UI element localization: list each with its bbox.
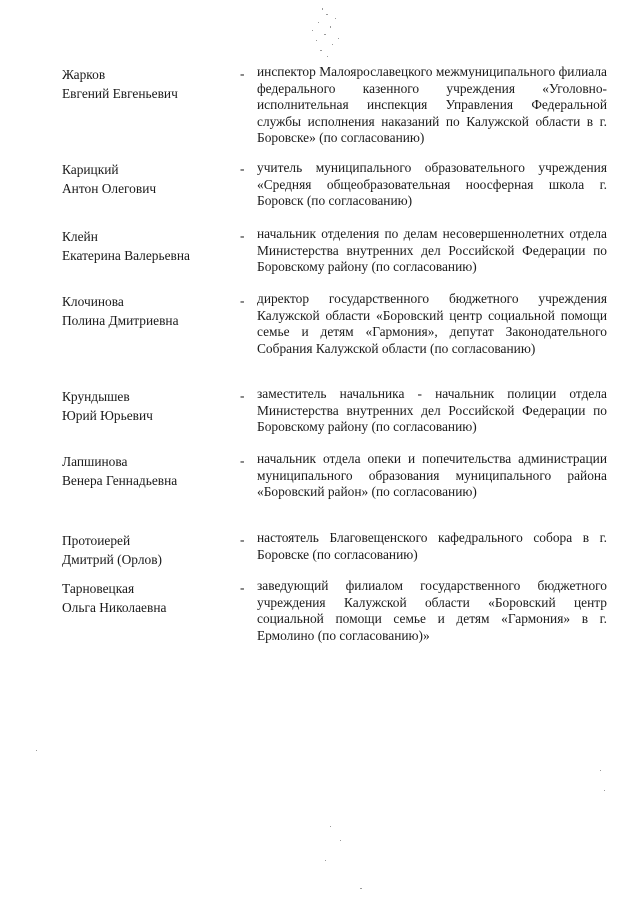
separator-dash: - [240,293,245,308]
person-name [62,580,232,617]
person-name [62,228,232,265]
person-name [62,532,232,569]
position-description: инспектор Малоярославецкого межмуниципального филиала федерального казенного учреждения «Уголовно-исполнительная инспекция Управления Федеральной службы исполнения наказаний по Калужской области в г. Боровске» (по согласованию) [257,64,607,146]
separator-dash: - [240,580,245,595]
separator-dash: - [240,161,245,176]
position-description: начальник отделения по делам несовершеннолетних отдела Министерства внутренних дел Российской Федерации по Боровскому району (по согласованию) [257,226,607,275]
given-name: Ольга Николаевна [62,599,167,615]
separator-dash: - [240,228,245,243]
given-name: Юрий Юрьевич [62,407,153,423]
position-description: начальник отдела опеки и попечительства администрации муниципального образования муниципального района «Боровский район» (по согласованию) [257,451,607,500]
separator-dash: - [240,453,245,468]
given-name: Дмитрий (Орлов) [62,551,162,567]
given-name: Венера Геннадьевна [62,472,178,488]
surname: Карицкий [62,162,119,177]
given-name: Полина Дмитриевна [62,312,179,328]
surname: Лапшинова [62,454,128,469]
surname: Клочинова [62,294,124,309]
person-name [62,293,232,330]
person-name [62,66,232,103]
surname: Крундышев [62,389,130,404]
separator-dash: - [240,532,245,547]
person-name [62,388,232,425]
given-name: Евгений Евгеньевич [62,85,178,101]
separator-dash: - [240,66,245,81]
position-description: директор государственного бюджетного учреждения Калужской области «Боровский центр социальной помощи семье и детям «Гармония», депутат Законодательного Собрания Калужской области (по согласованию) [257,291,607,356]
separator-dash: - [240,388,245,403]
position-description: настоятель Благовещенского кафедрального собора в г. Боровске (по согласованию) [257,530,607,562]
position-description: учитель муниципального образовательного учреждения «Средняя общеобразовательная ноосферная школа г. Боровск (по согласованию) [257,160,607,209]
given-name: Антон Олегович [62,180,157,196]
surname: Жарков [62,67,106,82]
person-name [62,453,232,490]
given-name: Екатерина Валерьевна [62,247,190,263]
surname: Протоиерей [62,533,131,548]
person-name [62,161,232,198]
position-description: заведующий филиалом государственного бюджетного учреждения Калужской области «Боровский центр социальной помощи семье и детям «Гармония» в г. Ермолино (по согласованию)» [257,578,607,643]
surname: Тарновецкая [62,581,135,596]
position-description: заместитель начальника - начальник полиции отдела Министерства внутренних дел Российской Федерации по Боровскому району (по согласованию) [257,386,607,435]
surname: Клейн [62,229,98,244]
